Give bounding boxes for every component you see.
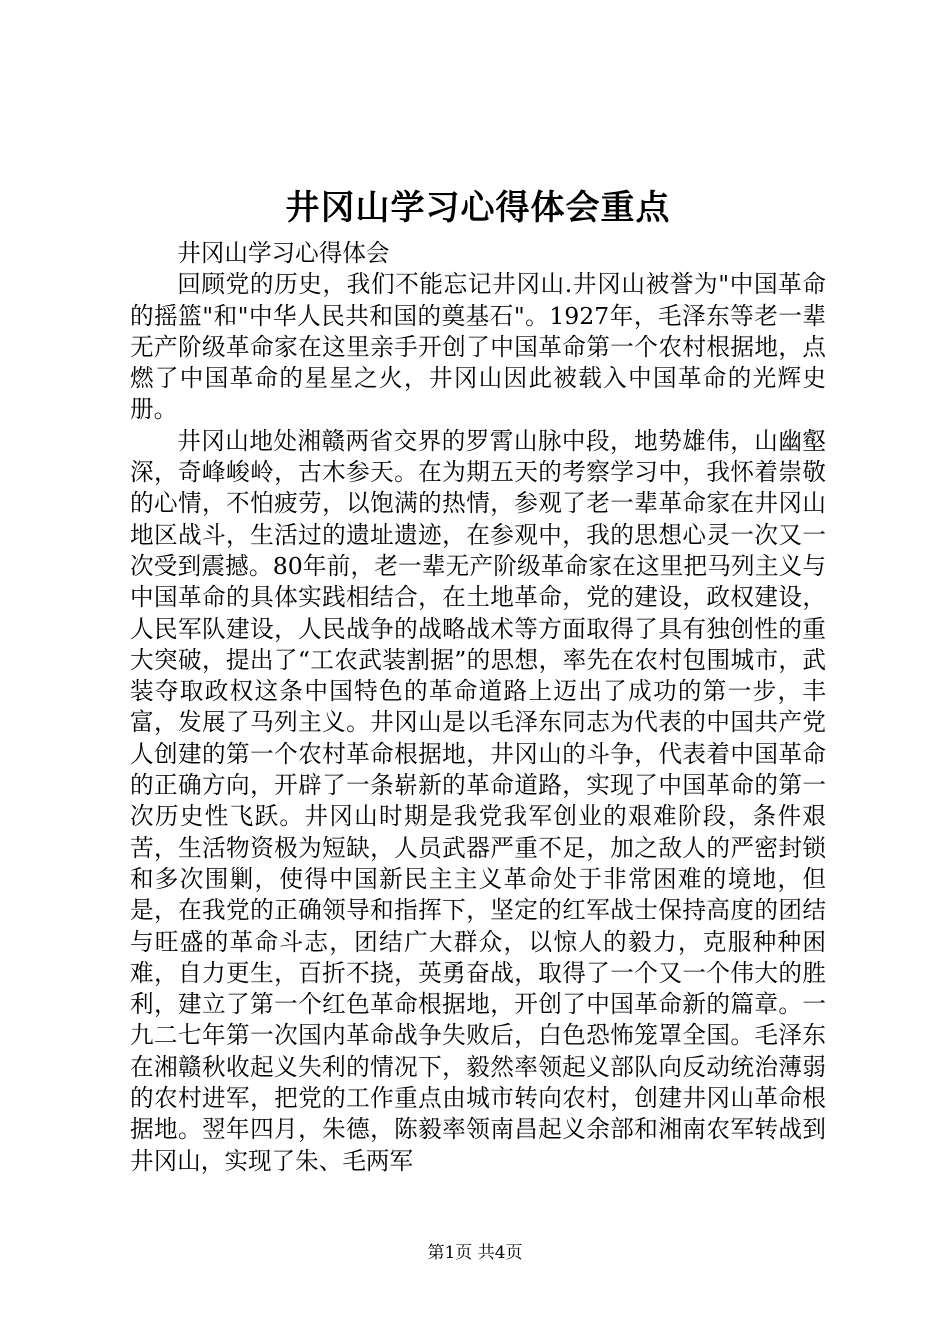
- document-title: 井冈山学习心得体会重点: [285, 188, 671, 228]
- document-body: [130, 238, 826, 1177]
- paragraph-main: 井冈山地处湘赣两省交界的罗霄山脉中段，地势雄伟，山幽壑深，奇峰峻岭，古木参天。在为期五天的考察学习中，我怀着崇敬的心情，不怕疲劳，以饱满的热情，参观了老一辈革命家在井冈山地区战斗，生活过的遗址遗迹，在参观中，我的思想心灵一次又一次受到震撼。80年前，老一辈无产阶级革命家在这里把马列主义与中国革命的具体实践相结合，在土地革命，党的建设，政权建设，人民军队建设，人民战争的战略战术等方面取得了具有独创性的重大突破，提出了“工农武装割据”的思想，率先在农村包围城市，武装夺取政权这条中国特色的革命道路上迈出了成功的第一步，丰富，发展了马列主义。井冈山是以毛泽东同志为代表的中国共产党人创建的第一个农村革命根据地，井冈山的斗争，代表着中国革命的正确方向，开辟了一条崭新的革命道路，实现了中国革命的第一次历史性飞跃。井冈山时期是我党我军创业的艰难阶段，条件艰苦，生活物资极为短缺，人员武器严重不足，加之敌人的严密封锁和多次围剿，使得中国新民主主义革命处于非常困难的境地，但是，在我党的正确领导和指挥下，坚定的红军战士保持高度的团结与旺盛的革命斗志，团结广大群众，以惊人的毅力，克服种种困难，自力更生，百折不挠，英勇奋战，取得了一个又一个伟大的胜利，建立了第一个红色革命根据地，开创了中国革命新的篇章。一九二七年第一次国内革命战争失败后，白色恐怖笼罩全国。毛泽东在湘赣秋收起义失利的情况下，毅然率领起义部队向反动统治薄弱的农村进军，把党的工作重点由城市转向农村，创建井冈山革命根据地。翌年四月，朱德，陈毅率领南昌起义余部和湘南农军转战到井冈山，实现了朱、毛两军: [130, 426, 826, 1175]
- paragraph-intro: 回顾党的历史，我们不能忘记井冈山.井冈山被誉为"中国革命的摇篮"和"中华人民共和国的奠基石"。1927年，毛泽东等老一辈无产阶级革命家在这里亲手开创了中国革命第一个农村根据地，点燃了中国革命的星星之火，井冈山因此被载入中国革命的光辉史册。: [130, 270, 826, 424]
- paragraph-subtitle: 井冈山学习心得体会: [177, 239, 390, 267]
- page-footer: 第1页 共4页: [427, 1243, 523, 1263]
